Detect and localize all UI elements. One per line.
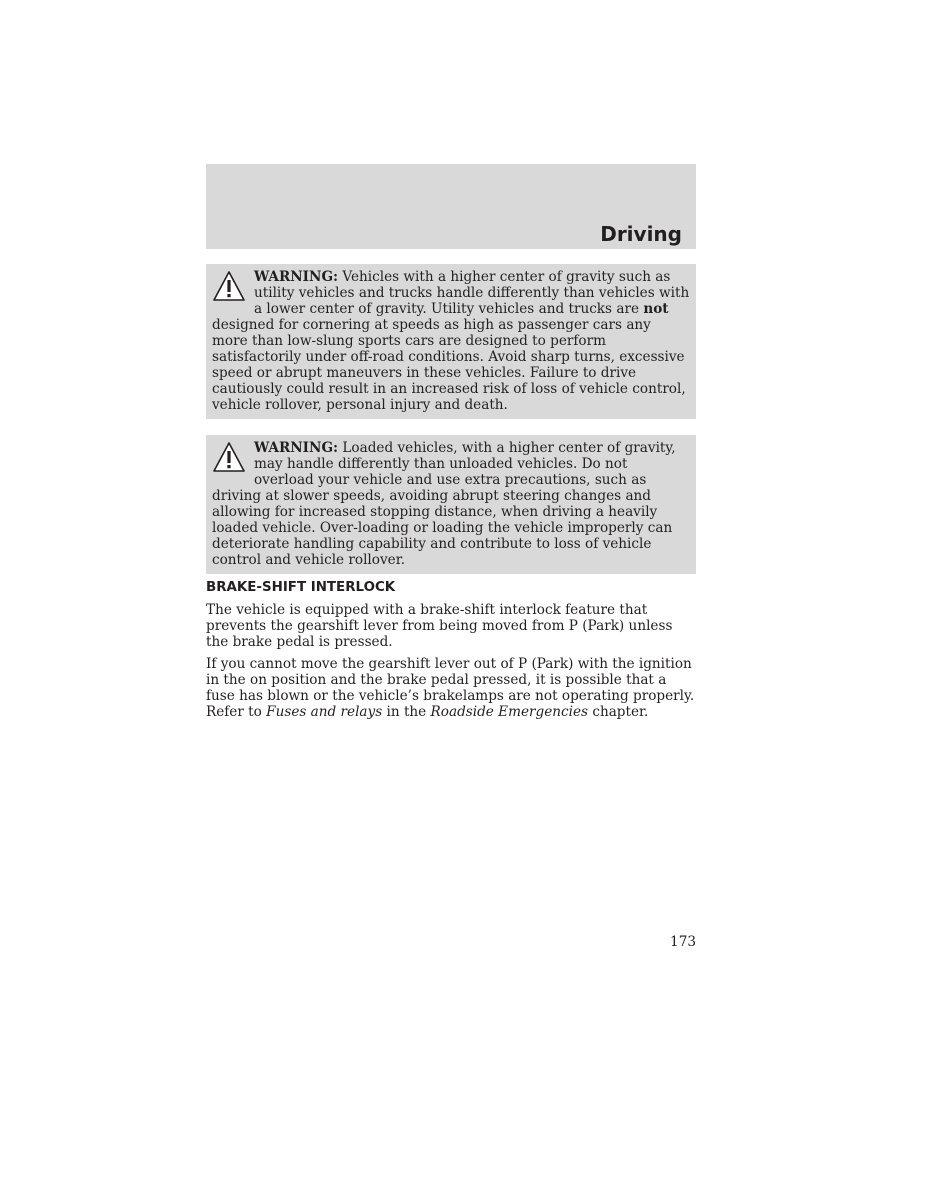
warning-triangle-icon	[212, 270, 246, 302]
warning-box-loaded-vehicles	[206, 435, 696, 574]
body-paragraph-fuse-reference	[206, 656, 698, 720]
cross-reference-roadside-emergencies: Roadside Emergencies	[430, 704, 589, 720]
body-paragraph: The vehicle is equipped with a brake-shift interlock feature that prevents the gearshift lever from being moved from P (Park) unless the brake pedal is pressed.	[206, 602, 673, 650]
cross-reference-fuses-and-relays: Fuses and relays	[266, 704, 383, 720]
warning-emphasis: not	[643, 301, 669, 317]
warning-text-continued: designed for cornering at speeds as high as passenger cars any more than low-slung sports cars are designed to perform satisfactorily under off-road conditions. Avoid sharp turns, excessive speed or abrupt maneuvers in these vehicles. Failure to drive cautiously could result in an increased risk of loss of vehicle control, vehicle rollover, personal injury and death.	[212, 317, 686, 413]
page-number: 173	[670, 934, 696, 950]
warning-label: WARNING:	[254, 440, 339, 456]
brake-shift-interlock-heading: BRAKE-SHIFT INTERLOCK	[206, 580, 396, 595]
warning-label: WARNING:	[254, 269, 339, 285]
section-title: Driving	[600, 222, 682, 246]
paragraph-text: chapter.	[588, 704, 649, 720]
warning-triangle-icon	[212, 441, 246, 473]
header-band	[206, 164, 696, 249]
warning-text: Loaded vehicles, with a higher center of gravity, may handle differently than unloaded vehicles. Do not overload your vehicle and use extra precautions, such as driving at slower speeds, avoiding abrupt steering changes and allowing for increased stopping distance, when driving a heavily loaded vehicle. Over-loading or loading the vehicle improperly can deteriorate handling capability and contribute to loss of vehicle control and vehicle rollover.	[212, 440, 676, 568]
warning-box-center-of-gravity	[206, 264, 696, 419]
paragraph-text: in the	[382, 704, 431, 720]
paragraph-text: If you cannot move the gearshift lever out of P (Park) with the ignition in the on position and the brake pedal pressed, it is possible that a fuse has blown or the vehicle’s brakelamps are not operating properly. Refer to	[206, 656, 695, 720]
warning-text: Vehicles with a higher center of gravity such as utility vehicles and trucks handle differently than vehicles with a lower center of gravity. Utility vehicles and trucks are	[254, 269, 690, 317]
